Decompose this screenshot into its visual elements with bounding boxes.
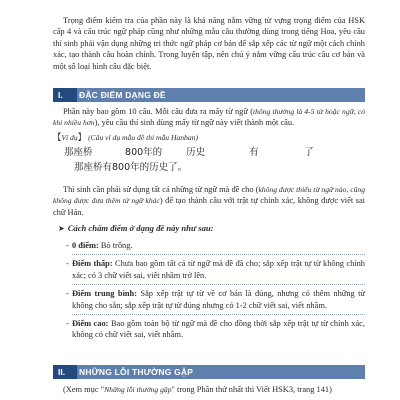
bracket-close: 】 [77,133,86,142]
section-title: NHỮNG LỖI THƯỜNG GẶP [79,367,194,377]
criteria-label: Điểm trung bình: [72,289,138,299]
list-item [66,258,365,281]
divider [72,284,365,285]
reference-note: Những lỗi thường gặp [104,385,172,394]
reference-text: (Xem mục " [63,385,105,394]
instruction-text-end: ) để tạo thành câu với trật tự chính xác, không được viết sai chữ Hán. [53,196,365,217]
list-item [66,318,365,341]
criteria-text: Sắp xếp trật tự từ về cơ bản là đúng, nhưng có thêm những từ không cho sẵn; sắp xếp trật tự từ đúng nhưng có 1-2 chữ viết sai, viết nhầm. [72,289,365,310]
example-word: 800年的 [125,147,163,158]
arrow-bullet-icon: ➤ [58,224,65,233]
section-number: I. [53,88,77,102]
criteria-heading [58,222,214,235]
example-word-list [64,147,314,159]
divider [72,314,365,315]
criteria-list [66,240,365,341]
reference-text-end: " trong Phần thứ nhất thi Viết HSK3, trang 141) [171,385,332,394]
instruction-text: Thí sinh cần phải sử dụng tất cả những từ ngữ mà đề cho ( [63,185,259,194]
intro-paragraph: Trọng điểm kiểm tra của phần này là khả năng nắm vững từ vựng trọng điểm của HSK cấp 4 và cấu trúc ngữ pháp cũng như những mẫu câu thường dùng trong tiếng Hoa, yêu cầu thí sinh phải vận dụng những tri thức ngữ pháp cơ bản để sắp xếp các từ ngữ một cách chính xác, tạo thành câu hoàn chỉnh. Trong luyện tập, nên chú ý nắm vững cấu trúc câu cơ bản và một số loại hình câu đặc biệt. [53,16,365,71]
section-description [53,106,365,129]
divider [72,254,365,255]
section-number: II. [53,365,77,379]
list-item [66,288,365,311]
example-word: 有 [249,147,259,158]
criteria-text: Chưa bao gồm tất cả từ ngữ mà đề đã cho; sắp xếp trật tự từ không chính xác; có 3 chữ viết sai, viết nhầm trở lên. [72,259,365,280]
example-word: 了 [304,147,314,158]
criteria-label: Điểm cao: [72,319,109,329]
example-answer: 那座桥有800年的历史了。 [74,162,188,173]
section-header-common-errors [53,365,365,379]
example-word: 历史 [186,147,206,158]
example-word: 那座桥 [64,147,93,158]
bracket-open: 【 [53,133,62,142]
description-text: Phần này bao gồm 10 câu. Mỗi câu đưa ra mấy từ ngữ ( [63,107,254,116]
criteria-text: Bỏ trống. [98,241,133,250]
instruction-note: không được thiếu từ ngữ nào, cũng không được đưa thêm từ ngữ khác [53,185,365,206]
criteria-heading-text: Cách chấm điểm ở dạng đề này như sau: [67,223,214,233]
criteria-text: Bao gồm toàn bộ từ ngữ mà đề cho đồng thời sắp xếp trật tự từ chính xác, không có chữ viết sai, viết nhầm. [72,319,365,340]
example-label-text: Ví dụ [61,133,78,142]
criteria-label: Điểm thấp: [72,259,113,269]
section-title: ĐẶC ĐIỂM DẠNG ĐỀ [79,90,166,100]
section-header-features [53,88,365,102]
common-errors-reference [53,384,365,396]
criteria-label: 0 điểm: [72,241,99,250]
description-note: thông thường là 4-5 từ hoặc ngữ, có khi nhiều hơn [53,107,365,128]
example-note: (Câu ví dụ mẫu đề thi mẫu Hanban) [88,133,198,142]
list-item [66,240,365,251]
description-text-end: ), yêu cầu thí sinh dùng mấy từ ngữ này viết thành một câu. [94,118,295,128]
instruction-paragraph [53,184,365,218]
example-label [53,132,198,144]
